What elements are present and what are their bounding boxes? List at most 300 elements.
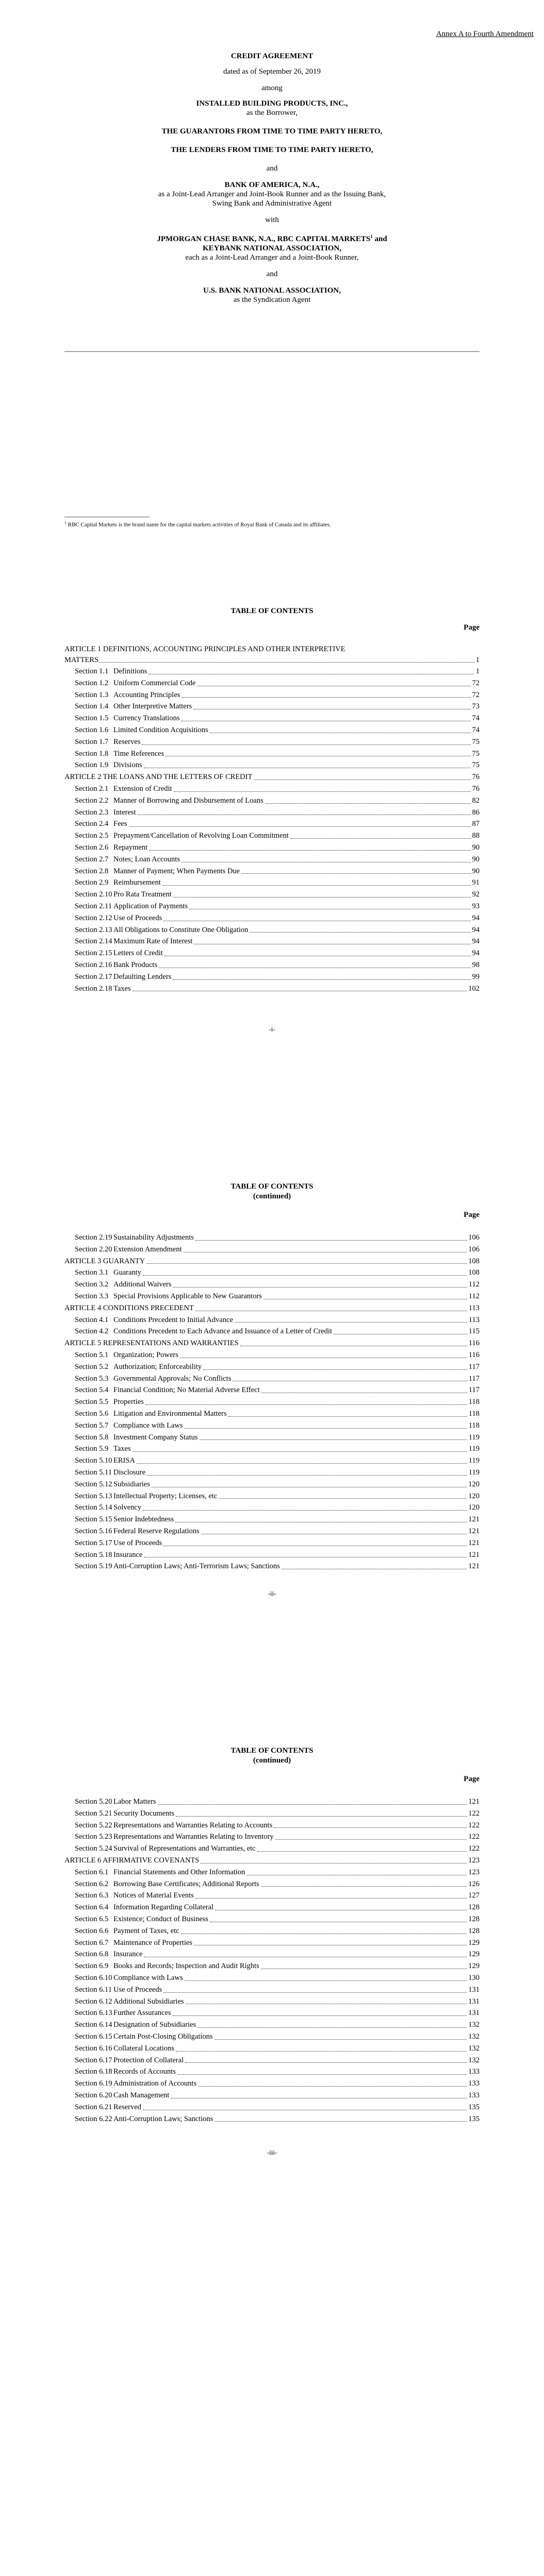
section-title: Authorization; Enforceability [113, 1362, 202, 1371]
dot-leader [133, 983, 467, 992]
toc-rows-page-3 [64, 1796, 480, 2125]
dot-leader [334, 1326, 467, 1334]
toc-section-row[interactable] [64, 2090, 480, 2102]
toc-section-row[interactable] [64, 1867, 480, 1878]
toc-section-row[interactable] [64, 2113, 480, 2125]
section-number: Section 1.3 [75, 690, 109, 699]
section-page: 120 [468, 1503, 480, 1512]
dot-leader [152, 1479, 467, 1487]
toc-section-row[interactable] [64, 947, 480, 959]
section-page: 113 [468, 1303, 480, 1312]
toc-section-row[interactable] [64, 877, 480, 889]
section-number: Section 6.13 [75, 2009, 112, 2018]
dot-leader [180, 1349, 467, 1358]
section-title: Taxes [113, 1445, 131, 1453]
toc-section-row[interactable] [64, 901, 480, 912]
toc-section-row[interactable] [64, 1808, 480, 1820]
section-page: 94 [472, 925, 480, 934]
section-title: Labor Matters [113, 1798, 156, 1806]
toc-section-row[interactable] [64, 1490, 480, 1502]
section-page: 75 [472, 737, 480, 746]
dot-leader [215, 1902, 467, 1910]
section-title: Anti-Corruption Laws; Anti-Terrorism Laws; Sanctions [113, 1562, 280, 1571]
section-page: 121 [468, 1562, 480, 1571]
toc-section-row[interactable] [64, 807, 480, 819]
section-title: Guaranty [113, 1268, 141, 1277]
jpmorgan-role: each as a Joint-Lead Arranger and a Joint-Book Runner, [185, 253, 359, 262]
dot-leader [219, 1490, 467, 1499]
section-title: Subsidiaries [113, 1480, 150, 1488]
toc-section-row[interactable] [64, 1925, 480, 1937]
section-number: Section 6.11 [75, 1985, 112, 1994]
toc-section-row[interactable] [64, 2007, 480, 2019]
section-page: 117 [468, 1386, 480, 1395]
section-page: 74 [472, 725, 480, 734]
toc-section-row[interactable] [64, 971, 480, 983]
section-title: Notes; Loan Accounts [113, 855, 180, 863]
section-title: Bank Products [113, 960, 157, 969]
section-page: 112 [468, 1292, 480, 1300]
toc-section-row[interactable] [64, 1902, 480, 1913]
toc-section-row[interactable] [64, 2031, 480, 2043]
section-title: Insurance [113, 1950, 143, 1959]
section-page: 106 [468, 1233, 480, 1242]
section-number: Section 5.23 [75, 1833, 112, 1841]
section-page: 129 [468, 1962, 480, 1971]
section-page: 87 [472, 820, 480, 828]
section-title: Designation of Subsidiaries [113, 2021, 196, 2029]
section-page: 76 [472, 784, 480, 793]
section-number: Section 1.6 [75, 725, 109, 734]
toc-section-row[interactable] [64, 1479, 480, 1490]
section-title: Other Interpretive Matters [113, 702, 192, 711]
toc-page-3 [64, 1796, 480, 2125]
toc-section-row[interactable] [64, 830, 480, 842]
section-number: Section 5.24 [75, 1844, 112, 1853]
section-number: Section 5.14 [75, 1503, 112, 1512]
section-number: Section 1.5 [75, 714, 109, 723]
dot-leader [254, 771, 470, 780]
dot-leader [210, 1913, 467, 1922]
dot-leader [198, 2078, 467, 2087]
section-title: Application of Payments [113, 902, 188, 910]
section-page: 118 [468, 1409, 480, 1418]
section-title: Security Documents [113, 1809, 174, 1818]
among-line: among [261, 84, 283, 92]
toc-section-row[interactable] [64, 959, 480, 971]
dot-leader [184, 1244, 467, 1252]
dot-leader [173, 1279, 467, 1287]
section-title: Letters of Credit [113, 949, 163, 958]
dot-leader [257, 1843, 467, 1852]
toc-section-row[interactable] [64, 666, 480, 677]
dot-leader [194, 936, 470, 944]
section-number: Section 2.19 [75, 1233, 112, 1242]
toc-section-row[interactable] [64, 1432, 480, 1444]
section-page: 74 [472, 714, 480, 723]
section-title: Prepayment/Cancellation of Revolving Loan Commitment [113, 832, 289, 840]
section-page: 119 [468, 1468, 480, 1477]
toc-section-row[interactable] [64, 1843, 480, 1855]
section-number: Section 1.9 [75, 761, 109, 770]
section-title: Maintenance of Properties [113, 1938, 193, 1947]
bank-of-america-role-2: Swing Bank and Administrative Agent [212, 199, 332, 208]
section-title: Reserves [113, 737, 141, 746]
section-title: Conditions Precedent to Initial Advance [113, 1315, 233, 1324]
section-number: Section 6.22 [75, 2114, 112, 2123]
toc-section-row[interactable] [64, 1420, 480, 1432]
section-number: Section 6.1 [75, 1868, 109, 1876]
toc-section-row[interactable] [64, 1913, 480, 1925]
section-title: Uniform Commercial Code [113, 679, 196, 687]
section-number: Section 6.7 [75, 1938, 109, 1947]
section-title: ARTICLE 6 AFFIRMATIVE COVENANTS [64, 1856, 200, 1865]
dot-leader [228, 1408, 467, 1417]
section-number: Section 2.10 [75, 890, 112, 899]
dot-leader [194, 1937, 467, 1946]
section-number: Section 5.16 [75, 1527, 112, 1535]
toc-section-row[interactable] [64, 818, 480, 830]
toc-section-row[interactable] [64, 1820, 480, 1832]
section-number: Section 6.2 [75, 1879, 109, 1888]
dot-leader [195, 1890, 467, 1899]
toc-section-row[interactable] [64, 1267, 480, 1279]
page-column-label-3: Page [464, 1775, 480, 1783]
toc-section-row[interactable] [64, 1232, 480, 1244]
section-page: 117 [468, 1362, 480, 1371]
section-number: Section 2.4 [75, 820, 109, 828]
dot-leader [274, 1820, 467, 1828]
section-title: Compliance with Laws [113, 1973, 183, 1982]
dot-leader [149, 842, 470, 851]
section-page: 86 [472, 808, 480, 817]
section-number: Section 6.17 [75, 2056, 112, 2064]
page-number-2: -ii- [268, 1589, 276, 1597]
toc-section-row[interactable] [64, 1314, 480, 1326]
cover-block [0, 52, 544, 304]
toc-section-row[interactable] [64, 759, 480, 771]
toc-article-row[interactable] [64, 1337, 480, 1349]
section-page: 91 [472, 878, 480, 887]
section-number: Section 5.21 [75, 1809, 112, 1818]
dot-leader [163, 912, 470, 921]
article-1-heading[interactable]: ARTICLE 1 DEFINITIONS, ACCOUNTING PRINCIPLES AND OTHER INTERPRETIVE MATTERS 1 [64, 645, 480, 664]
section-page: 135 [468, 2103, 480, 2111]
toc-section-row[interactable] [64, 701, 480, 713]
dot-leader [290, 830, 471, 839]
toc-section-row[interactable] [64, 1561, 480, 1572]
toc-section-row[interactable] [64, 2066, 480, 2078]
section-number: Section 2.2 [75, 796, 109, 805]
section-number: Section 2.7 [75, 855, 109, 863]
section-number: Section 5.2 [75, 1362, 109, 1371]
bank-of-america-name: BANK OF AMERICA, N.A., [224, 181, 320, 189]
section-title: Pro Rata Treatment [113, 890, 172, 899]
jpmorgan-line: JPMORGAN CHASE BANK, N.A., RBC CAPITAL MARKETS$^1$ and [157, 234, 387, 243]
section-title: Financial Statements and Other Information [113, 1868, 245, 1876]
dot-leader [143, 1502, 467, 1511]
page-column-label-2: Page [464, 1211, 480, 1219]
toc-section-row[interactable] [64, 1526, 480, 1537]
toc-section-row[interactable] [64, 1291, 480, 1302]
section-title: Anti-Corruption Laws; Sanctions [113, 2114, 213, 2123]
footnote: $^1$ RBC Capital Markets is the brand name for the capital markets activities of Royal Bank of Canada and its affiliates. [64, 520, 331, 528]
section-title: Further Assurances [113, 2009, 171, 2018]
section-title: ARTICLE 3 GUARANTY [64, 1257, 145, 1265]
toc-section-row[interactable] [64, 2055, 480, 2066]
toc-section-row[interactable] [64, 1279, 480, 1291]
section-page: 132 [468, 2021, 480, 2029]
toc-section-row[interactable] [64, 795, 480, 807]
toc-section-row[interactable] [64, 1502, 480, 1514]
dot-leader [203, 1361, 467, 1370]
section-title: Protection of Collateral [113, 2056, 184, 2064]
toc-section-row[interactable] [64, 1937, 480, 1949]
toc-section-row[interactable] [64, 1890, 480, 1902]
dot-leader [133, 1443, 467, 1452]
section-page: 93 [472, 902, 480, 910]
dot-leader [215, 2031, 467, 2040]
section-number: Section 5.7 [75, 1421, 109, 1430]
section-page: 127 [468, 1891, 480, 1900]
toc-article-row[interactable] [64, 1256, 480, 1267]
toc-section-row[interactable] [64, 1972, 480, 1984]
section-page: 119 [468, 1445, 480, 1453]
dot-leader [137, 807, 470, 816]
toc-section-row[interactable] [64, 1244, 480, 1256]
dot-leader [201, 1526, 467, 1534]
toc-section-row[interactable] [64, 1796, 480, 1808]
toc-section-row[interactable] [64, 2043, 480, 2055]
toc-section-row[interactable] [64, 1960, 480, 1972]
toc-section-row[interactable] [64, 1408, 480, 1420]
with-line: with [265, 216, 279, 224]
section-title: Extension of Credit [113, 784, 172, 793]
section-title: Reimbursement [113, 878, 161, 887]
section-number: Section 6.15 [75, 2032, 112, 2041]
toc-section-row[interactable] [64, 724, 480, 736]
section-number: Section 6.18 [75, 2067, 112, 2076]
toc-article-row[interactable] [64, 771, 480, 783]
toc-section-row[interactable] [64, 2102, 480, 2113]
toc-section-row[interactable] [64, 1537, 480, 1549]
keybank-line: KEYBANK NATIONAL ASSOCIATION, [202, 244, 342, 252]
toc-section-row[interactable] [64, 1996, 480, 2008]
toc-section-row[interactable] [64, 842, 480, 854]
section-page: 122 [468, 1833, 480, 1841]
toc-section-row[interactable] [64, 1443, 480, 1455]
section-title: Cash Management [113, 2091, 170, 2099]
toc-section-row[interactable] [64, 1514, 480, 1526]
section-page: 116 [468, 1350, 480, 1359]
toc-section-row[interactable] [64, 983, 480, 995]
section-number: Section 6.8 [75, 1950, 109, 1959]
section-number: Section 2.16 [75, 960, 112, 969]
section-number: Section 2.18 [75, 984, 112, 993]
toc-section-row[interactable] [64, 1349, 480, 1361]
section-page: 132 [468, 2056, 480, 2064]
toc-section-row[interactable] [64, 783, 480, 795]
section-page: 82 [472, 796, 480, 805]
dot-leader [144, 1948, 467, 1957]
toc-section-row[interactable] [64, 1984, 480, 1996]
section-number: Section 2.17 [75, 972, 112, 981]
section-page: 121 [468, 1515, 480, 1524]
section-number: Section 5.1 [75, 1350, 109, 1359]
dot-leader [185, 1972, 467, 1981]
dot-leader [142, 736, 470, 745]
section-title: Investment Company Status [113, 1433, 198, 1442]
dot-leader [185, 1420, 467, 1429]
toc-section-row[interactable] [64, 924, 480, 936]
section-page: 121 [468, 1527, 480, 1535]
section-title: Organization; Powers [113, 1350, 178, 1359]
toc-section-row[interactable] [64, 713, 480, 724]
section-page: 135 [468, 2114, 480, 2123]
toc-page-1 [64, 644, 480, 994]
section-title: Financial Condition; No Material Adverse Effect [113, 1386, 260, 1395]
dot-leader [215, 2113, 467, 2122]
section-page: 92 [472, 890, 480, 899]
section-title: Divisions [113, 761, 142, 770]
toc-continued-2: (continued) [253, 1192, 291, 1200]
toc-article-row[interactable] [64, 1302, 480, 1314]
section-title: Defaulting Lenders [113, 972, 172, 981]
dot-leader [181, 713, 470, 721]
section-page: 94 [472, 937, 480, 946]
dot-leader [193, 701, 470, 709]
section-title: Existence; Conduct of Business [113, 1914, 209, 1923]
section-title: All Obligations to Constitute One Obligation [113, 925, 249, 934]
toc-section-row[interactable] [64, 677, 480, 689]
section-number: Section 2.3 [75, 808, 109, 817]
toc-section-row[interactable] [64, 689, 480, 701]
toc-section-row[interactable] [64, 1361, 480, 1373]
section-number: Section 6.9 [75, 1962, 109, 1971]
toc-title-1: TABLE OF CONTENTS [230, 607, 314, 615]
section-number: Section 2.13 [75, 925, 112, 934]
section-number: Section 6.4 [75, 1903, 109, 1912]
section-page: 113 [468, 1315, 480, 1324]
toc-section-row[interactable] [64, 889, 480, 901]
dot-leader [181, 1925, 467, 1934]
page-column-label-1: Page [464, 623, 480, 632]
section-page: 120 [468, 1492, 480, 1500]
dot-leader [144, 759, 471, 768]
toc-section-row[interactable] [64, 1384, 480, 1396]
section-title: Time References [113, 749, 164, 758]
toc-section-row[interactable] [64, 1549, 480, 1561]
dot-leader [261, 1384, 467, 1393]
toc-article-row[interactable] [64, 1855, 480, 1867]
toc-section-row[interactable] [64, 1396, 480, 1408]
section-page: 106 [468, 1245, 480, 1253]
section-page: 131 [468, 1997, 480, 2006]
section-page: 116 [468, 1339, 480, 1348]
document-title: CREDIT AGREEMENT [230, 52, 314, 60]
section-title: ARTICLE 4 CONDITIONS PRECEDENT [64, 1303, 194, 1312]
toc-section-row[interactable] [64, 1948, 480, 1960]
toc-section-row[interactable] [64, 748, 480, 760]
dot-leader [197, 677, 470, 686]
section-number: Section 3.2 [75, 1280, 109, 1289]
section-title: ERISA [113, 1456, 135, 1465]
toc-section-row[interactable] [64, 736, 480, 748]
toc-section-row[interactable] [64, 854, 480, 866]
section-page: 90 [472, 843, 480, 852]
section-page: 72 [472, 679, 480, 687]
dot-leader [147, 1467, 467, 1476]
dot-leader [261, 1878, 467, 1887]
dot-leader [175, 1514, 467, 1522]
dot-leader [159, 959, 471, 968]
section-page: 75 [472, 749, 480, 758]
section-page: 128 [468, 1914, 480, 1923]
section-title: ARTICLE 5 REPRESENTATIONS AND WARRANTIES [64, 1339, 239, 1348]
page-number-3: -iii- [267, 2148, 277, 2156]
toc-section-row[interactable] [64, 1455, 480, 1467]
section-number: Section 5.13 [75, 1492, 112, 1500]
toc-section-row[interactable] [64, 2078, 480, 2090]
toc-section-row[interactable] [64, 1467, 480, 1479]
toc-section-row[interactable] [64, 1326, 480, 1337]
section-title: Survival of Representations and Warranties, etc [113, 1844, 256, 1853]
section-title: Representations and Warranties Relating to Inventory [113, 1833, 274, 1841]
section-number: Section 2.6 [75, 843, 109, 852]
toc-section-row[interactable] [64, 1373, 480, 1385]
dot-leader [233, 1373, 467, 1382]
toc-section-row[interactable] [64, 1831, 480, 1843]
section-title: Certain Post-Closing Obligations [113, 2032, 213, 2041]
page-number-1: -i- [269, 1025, 275, 1033]
section-title: Interest [113, 808, 136, 817]
section-title: Reserved [113, 2103, 141, 2111]
toc-section-row[interactable] [64, 866, 480, 877]
section-page: 73 [472, 702, 480, 711]
guarantors-line: THE GUARANTORS FROM TIME TO TIME PARTY HERETO, [161, 127, 383, 135]
dot-leader [145, 1396, 467, 1405]
section-number: Section 5.3 [75, 1374, 109, 1383]
dot-leader [176, 1808, 467, 1817]
section-number: Section 6.6 [75, 1926, 109, 1935]
toc-section-row[interactable] [64, 912, 480, 924]
bank-of-america-role-1: as a Joint-Lead Arranger and Joint-Book Runner and as the Issuing Bank, [158, 190, 386, 198]
dot-leader [195, 1232, 467, 1241]
dot-leader [166, 748, 470, 757]
dot-leader [173, 971, 470, 980]
section-page: 90 [472, 855, 480, 863]
toc-section-row[interactable] [64, 2019, 480, 2031]
section-page: 112 [468, 1280, 480, 1289]
section-number: Section 4.2 [75, 1327, 109, 1336]
dot-leader [164, 947, 471, 956]
section-page: 128 [468, 1926, 480, 1935]
section-title: Maximum Rate of Interest [113, 937, 193, 946]
toc-section-row[interactable] [64, 1878, 480, 1890]
section-title: Borrowing Base Certificates; Additional Reports [113, 1879, 259, 1888]
section-title: Collateral Locations [113, 2044, 174, 2053]
section-title: Representations and Warranties Relating to Accounts [113, 1821, 273, 1829]
section-title: Additional Waivers [113, 1280, 172, 1289]
toc-continued-3: (continued) [253, 1756, 291, 1765]
section-number: Section 2.8 [75, 867, 109, 875]
section-number: Section 2.15 [75, 949, 112, 958]
section-title: Use of Proceeds [113, 913, 162, 922]
toc-page-2 [64, 1232, 480, 1572]
section-page: 72 [472, 690, 480, 699]
toc-section-row[interactable] [64, 936, 480, 947]
section-title: Extension Amendment [113, 1245, 182, 1253]
